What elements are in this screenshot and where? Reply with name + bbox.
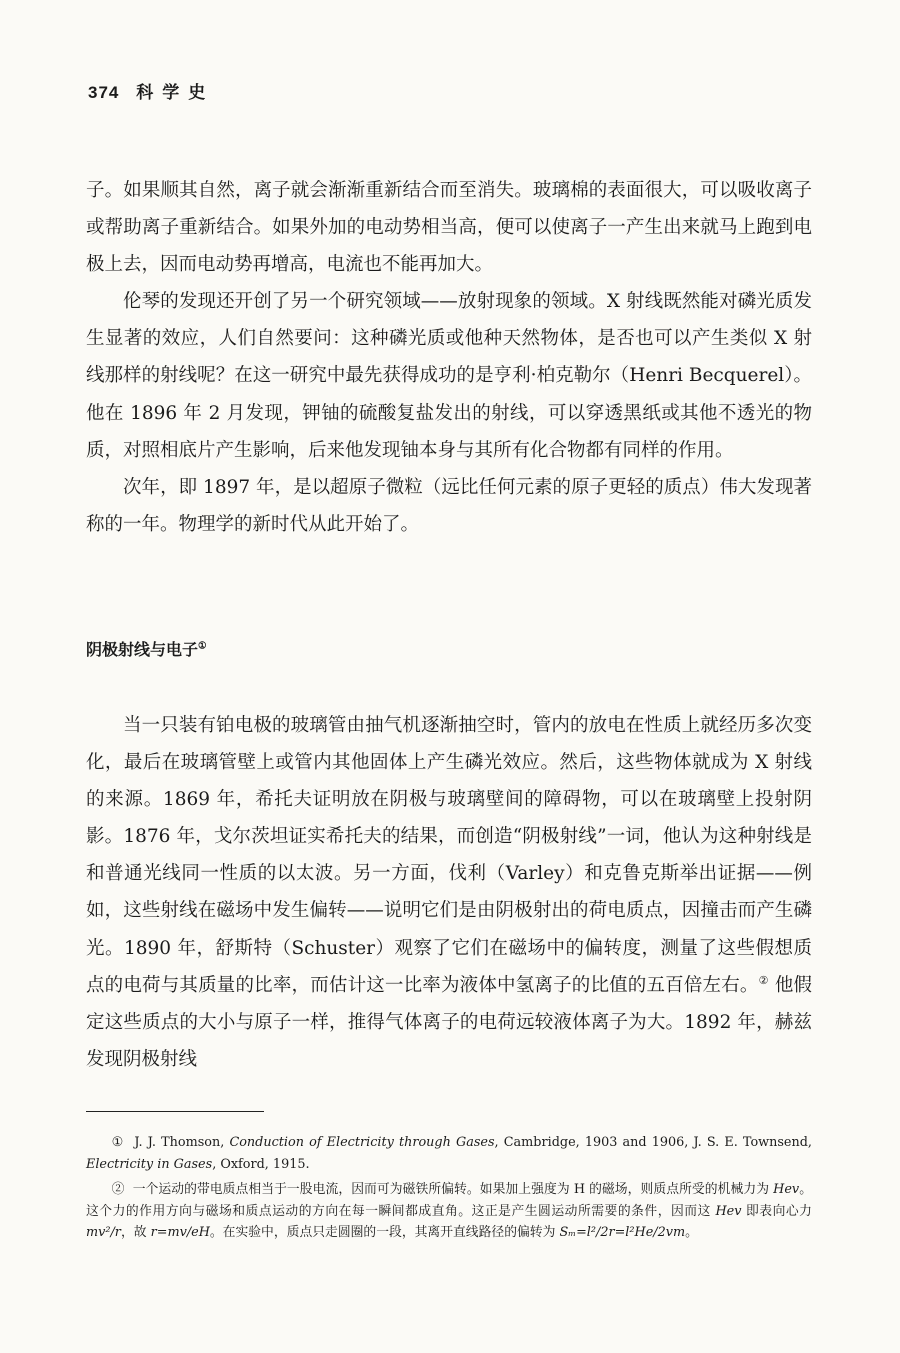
footnote-text: ，故 — [120, 1225, 151, 1240]
footnote-mark: ② — [111, 1182, 125, 1197]
formula: r=mv/eH — [150, 1225, 210, 1240]
page-header — [88, 78, 214, 103]
paragraph-text: 当一只装有铂电极的玻璃管由抽气机逐渐抽空时，管内的放电在性质上就经历多次变化，最后在玻璃管壁上或管内其他固体上产生磷光效应。然后，这些物体就成为 X 射线的来源。1869 年，希托夫证明放在阴极与玻璃壁间的障碍物，可以在玻璃壁上投射阴影。1876 年，戈尔茨坦证实希托夫的结果，而创造“阴极射线”一词，他认为这种射线是和普通光线同一性质的以太波。另一方面，伐利（Varley）和克鲁克斯举出证据——例如，这些射线在磁场中发生偏转——说明它们是由阴极射出的荷电质点，因撞击而产生磷光。1890 年，舒斯特（Schuster）观察了它们在磁场中的偏转度，测量了这些假想质点的电荷与其质量的比率，而估计这一比率为液体中氢离子的比值的五百倍左右。 — [86, 715, 812, 996]
footnote-text: 。 — [685, 1225, 698, 1240]
footnotes — [86, 1132, 812, 1248]
formula: Hev — [773, 1182, 800, 1197]
formula: mv²/r — [86, 1225, 121, 1240]
footnote-book-title: Conduction of Electricity through Gases — [229, 1135, 495, 1150]
paragraph: 次年，即 1897 年，是以超原子微粒（远比任何元素的原子更轻的质点）伟大发现著称的一年。物理学的新时代从此开始了。 — [86, 476, 812, 535]
formula: Sₘ=l²/2r=l²He/2vm — [559, 1225, 686, 1240]
footnote — [86, 1132, 812, 1175]
footnote-text: , Cambridge, 1903 and 1906, J. S. E. Townsend, — [494, 1135, 812, 1150]
body-text — [86, 172, 812, 543]
paragraph-text: 他假定这些质点的大小与原子一样，推得气体离子的电荷远较液体离子为大。1892 年，赫兹发现阴极射线 — [86, 974, 812, 1070]
running-title: 科学史 — [136, 83, 215, 103]
footnote-divider — [86, 1111, 264, 1112]
footnote-text: 即表向心力 — [741, 1203, 812, 1219]
paragraph: 伦琴的发现还开创了另一个研究领域——放射现象的领域。X 射线既然能对磷光质发生显著的效应，人们自然要问：这种磷光质或他种天然物体，是否也可以产生类似 X 射线那样的射线呢？在这一研究中最先获得成功的是亨利·柏克勒尔（Henri Becquerel）。他在 1896 年 2 月发现，钾铀的硫酸复盐发出的射线，可以穿透黑纸或其他不透光的物质，对照相底片产生影响，后来他发现铀本身与其所有化合物都有同样的作用。 — [86, 291, 812, 461]
footnote-ref: ② — [758, 973, 769, 987]
section-heading — [86, 637, 207, 660]
footnote-text: J. J. Thomson, — [134, 1135, 225, 1150]
formula: Hev — [715, 1203, 742, 1219]
page-number: 374 — [88, 83, 120, 102]
footnote-mark: ① — [111, 1135, 125, 1150]
paragraph: 子。如果顺其自然，离子就会渐渐重新结合而至消失。玻璃棉的表面很大，可以吸收离子或帮助离子重新结合。如果外加的电动势相当高，便可以使离子一产生出来就马上跑到电极上去，因而电动势再增高，电流也不能再加大。 — [86, 180, 812, 276]
footnote-ref: ① — [198, 640, 207, 652]
section-body — [86, 707, 812, 1078]
footnote-book-title: Electricity in Gases — [86, 1156, 213, 1172]
section-heading-text: 阴极射线与电子 — [86, 640, 199, 659]
footnote-text: 。这个力的作用方向与磁场和质点运动的方向在每一瞬间都成直角。这正是产生圆运动所需要的条件，因而这 — [86, 1182, 812, 1219]
footnote — [86, 1179, 812, 1244]
footnote-text: 。在实验中，质点只走圆圈的一段，其离开直线路径的偏转为 — [209, 1225, 560, 1240]
footnote-text: 一个运动的带电质点相当于一股电流，因而可为磁铁所偏转。如果加上强度为 H 的磁场，则质点所受的机械力为 — [132, 1182, 774, 1197]
paragraph — [86, 707, 812, 1078]
footnote-text: , Oxford, 1915. — [212, 1156, 310, 1172]
